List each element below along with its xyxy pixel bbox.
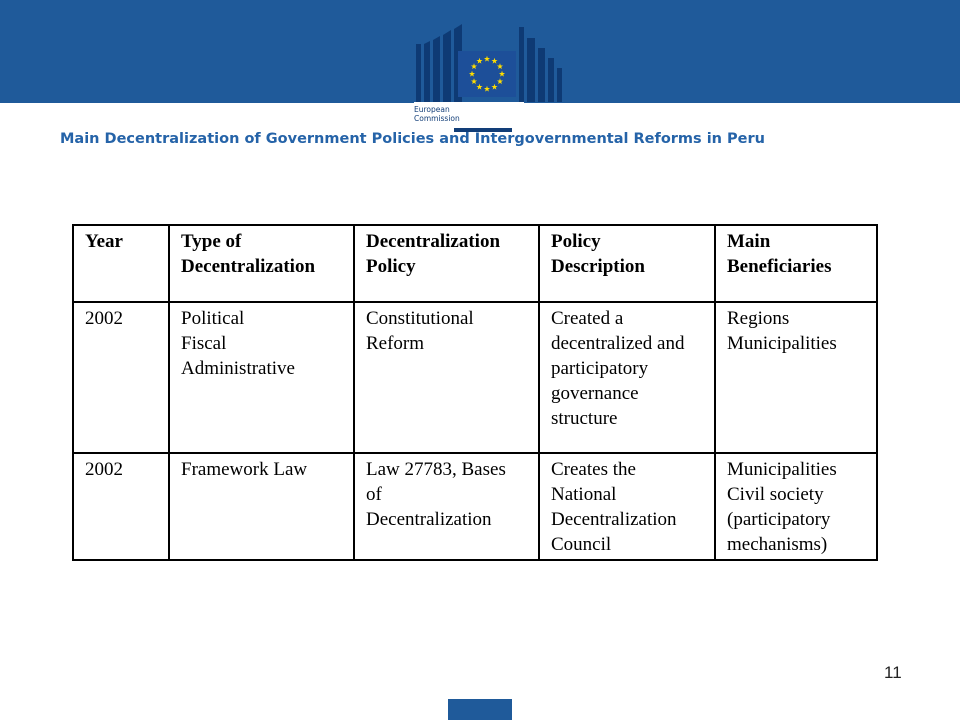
cell-type bbox=[169, 453, 354, 560]
header-line: Beneficiaries bbox=[727, 256, 832, 277]
cell-line: National bbox=[551, 484, 617, 505]
cell-line: participatory bbox=[551, 358, 649, 379]
header-line: Decentralization bbox=[181, 256, 316, 277]
cell-line: Municipalities bbox=[727, 459, 837, 480]
cell-line: Reform bbox=[366, 333, 425, 354]
column-header-policy bbox=[354, 225, 539, 302]
cell-description bbox=[539, 453, 715, 560]
cell-line: Created a bbox=[551, 308, 624, 329]
cell-line: Decentralization bbox=[551, 509, 677, 530]
cell-line: structure bbox=[551, 408, 618, 429]
cell-line: (participatory bbox=[727, 509, 831, 530]
footer-tab bbox=[448, 699, 512, 720]
cell-line: Fiscal bbox=[181, 333, 227, 354]
cell-line: mechanisms) bbox=[727, 534, 828, 555]
cell-line: decentralized and bbox=[551, 333, 685, 354]
cell-line: Law 27783, Bases bbox=[366, 459, 506, 480]
logo-text bbox=[414, 105, 512, 123]
header-line: Decentralization bbox=[366, 231, 501, 252]
logo-text-line-1: European bbox=[414, 105, 450, 114]
cell-line: Regions bbox=[727, 308, 790, 329]
page-number: 11 bbox=[884, 663, 902, 682]
table-row bbox=[73, 302, 877, 453]
cell-line: Framework Law bbox=[181, 459, 308, 480]
cell-policy bbox=[354, 453, 539, 560]
cell-policy bbox=[354, 302, 539, 453]
column-header-beneficiaries bbox=[715, 225, 877, 302]
column-header-year bbox=[73, 225, 169, 302]
header-line: Main bbox=[727, 231, 771, 252]
cell-year bbox=[73, 302, 169, 453]
column-header-type bbox=[169, 225, 354, 302]
header-line: Policy bbox=[551, 231, 601, 252]
cell-line: Administrative bbox=[181, 358, 295, 379]
header-line: Policy bbox=[366, 256, 416, 277]
header-line: Type of bbox=[181, 231, 242, 252]
cell-line: Council bbox=[551, 534, 612, 555]
cell-line: governance bbox=[551, 383, 639, 404]
cell-year bbox=[73, 453, 169, 560]
european-commission-logo bbox=[414, 24, 574, 132]
cell-line: Constitutional bbox=[366, 308, 474, 329]
cell-beneficiaries bbox=[715, 453, 877, 560]
cell-line: of bbox=[366, 484, 382, 505]
cell-beneficiaries bbox=[715, 302, 877, 453]
cell-line: 2002 bbox=[85, 459, 123, 480]
table-header-row bbox=[73, 225, 877, 302]
cell-description bbox=[539, 302, 715, 453]
cell-line: Political bbox=[181, 308, 245, 329]
cell-type bbox=[169, 302, 354, 453]
cell-line: Civil society bbox=[727, 484, 824, 505]
cell-line: 2002 bbox=[85, 308, 123, 329]
slide-title: Main Decentralization of Government Policies and Intergovernmental Reforms in Peru bbox=[60, 131, 765, 147]
cell-line: Decentralization bbox=[366, 509, 492, 530]
cell-line: Creates the bbox=[551, 459, 636, 480]
table-row bbox=[73, 453, 877, 560]
column-header-description bbox=[539, 225, 715, 302]
logo-text-line-2: Commission bbox=[414, 114, 460, 123]
policy-table bbox=[72, 224, 878, 561]
header-line: Description bbox=[551, 256, 645, 277]
cell-line: Municipalities bbox=[727, 333, 837, 354]
header-line: Year bbox=[85, 231, 123, 252]
